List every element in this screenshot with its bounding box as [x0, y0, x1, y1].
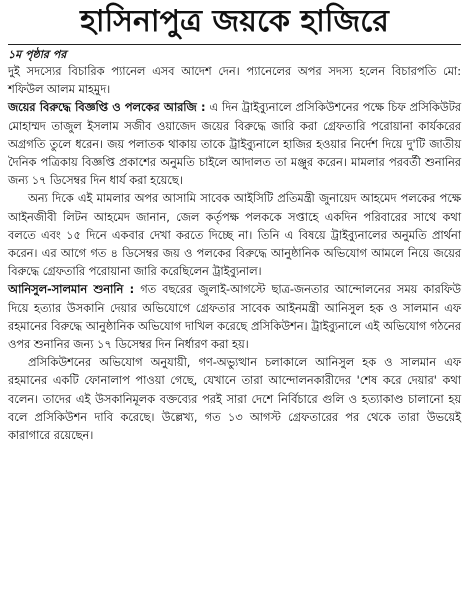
subhead-2: জয়ের বিরুদ্ধে বিজ্ঞপ্তি ও পলকের আরজি : [8, 101, 206, 115]
paragraph-1-text: দুই সদস্যের বিচারিক প্যানেল এসব আদেশ দেন। প্যানেলের অপর সদস্য হলেন বিচারপতি মো: শফিউল আলম মাহমুদ। [8, 65, 461, 97]
paragraph-5-text: প্রসিকিউশনের অভিযোগ অনুযায়ী, গণ-অভ্যুত্থান চলাকালে আনিসুল হক ও সালমান এফ রহমানের একটি ফোনালাপ পাওয়া গেছে, যেখানে তারা আন্দোলনকারীদের 'শেষ করে দেয়ার' কথা বলেন। তাদের এই উসকানিমূলক বক্তব্যের পরই সারা দেশে নির্বিচারে গুলি ও হত্যাকাণ্ড চালানো হয় বলে প্রসিকিউশন দাবি করেছে। উল্লেখ্য, গত ১৩ আগস্ট গ্রেফতারের পর থেকে তারা উভয়েই কারাগারে রয়েছেন। [8, 356, 461, 443]
paragraph-2-text: এ দিন ট্রাইব্যুনালে প্রসিকিউশনের পক্ষে চিফ প্রসিকিউটর মোহাম্মদ তাজুল ইসলাম সজীব ওয়াজেদ জয়ের বিরুদ্ধে জারি করা গ্রেফতারি পরোয়ানা কার্যকরের অগ্রগতি তুলে ধরেন। জয় পলাতক থাকায় তাকে ট্রাইব্যুনালে হাজির হওয়ার নির্দেশ দিয়ে দু'টি জাতীয় দৈনিক পত্রিকায় বিজ্ঞপ্তি প্রকাশের অনুমতি চাইলে আদালত তা মঞ্জুর করেন। মামলার পরবর্তী শুনানির জন্য ১৭ ডিসেম্বর দিন ধার্য করা হয়েছে। [8, 101, 461, 188]
subhead-4: আনিসুল-সালমান শুনানি : [8, 283, 135, 297]
article-body [8, 63, 461, 445]
paragraph-3-text: অন্য দিকে এই মামলার অপর আসামি সাবেক আইসিটি প্রতিমন্ত্রী জুনায়েদ আহমেদ পলকের পক্ষে আইনজীবী লিটন আহমেদ জানান, জেল কর্তৃপক্ষ পলককে সপ্তাহে একদিন পরিবারের সাথে কথা বলতে এবং ১৫ দিনে একবার দেখা করতে দিচ্ছে না। তিনি এ বিষয়ে ট্রাইব্যুনালের অনুমতি প্রার্থনা করেন। এর আগে গত ৪ ডিসেম্বর জয় ও পলকের বিরুদ্ধে আনুষ্ঠানিক অভিযোগ আমলে নিয়ে জয়ের বিরুদ্ধে গ্রেফতারি পরোয়ানা জারি করেছিলেন ট্রাইব্যুনাল। [8, 192, 461, 279]
paragraph-3 [8, 190, 461, 281]
paragraph-2 [8, 99, 461, 190]
paragraph-1 [8, 63, 461, 99]
continued-marker: ১ম পৃষ্ঠার পর [8, 48, 67, 61]
paragraph-5 [8, 354, 461, 445]
headline-rule [8, 44, 461, 45]
paragraph-4-text: গত বছরের জুলাই-আগস্টে ছাত্র-জনতার আন্দোলনের সময় কারফিউ দিয়ে হত্যার উসকানি দেয়ার অভিযোগে গ্রেফতার সাবেক আইনমন্ত্রী আনিসুল হক ও সালমান এফ রহমানের বিরুদ্ধে আনুষ্ঠানিক অভিযোগ দাখিল করেছে প্রসিকিউশন। ট্রাইব্যুনালে এই অভিযোগ গঠনের ওপর শুনানির জন্য ১৭ ডিসেম্বর দিন নির্ধারণ করা হয়। [8, 283, 461, 352]
paragraph-4 [8, 281, 461, 354]
headline: হাসিনাপুত্র জয়কে হাজিরে [80, 4, 389, 39]
